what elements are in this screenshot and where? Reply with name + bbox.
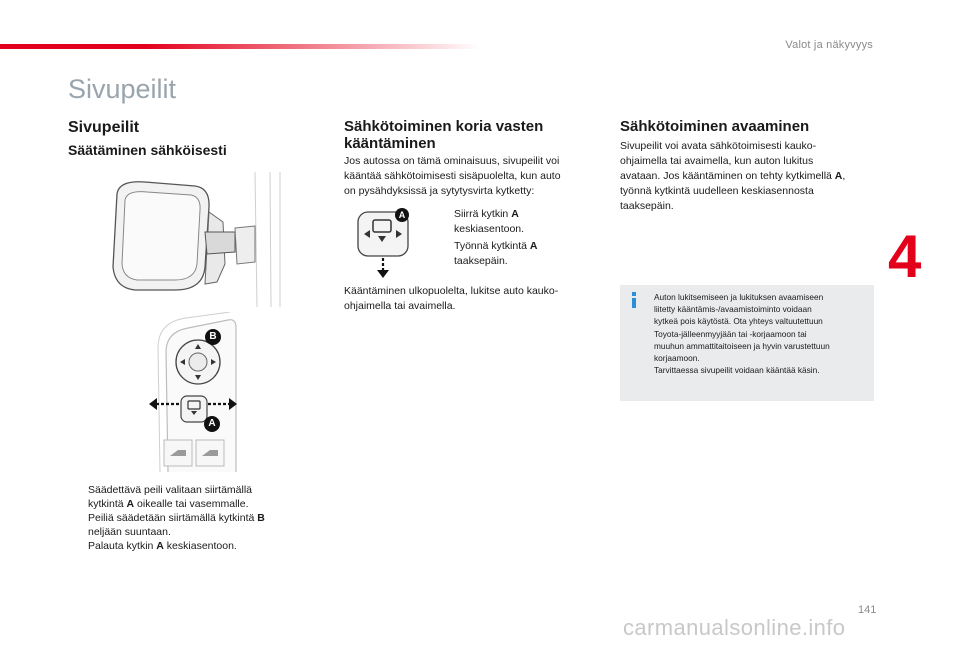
watermark: carmanualsonline.info: [623, 615, 846, 640]
page-title: Sivupeilit: [68, 74, 177, 104]
label-a-badge: A: [395, 208, 409, 222]
list-item: Säädettävä peili valitaan siirtämällä kytkintä A oikealle tai vasemmalle.: [88, 484, 253, 510]
list-item: Siirrä kytkin A keskiasentoon.: [454, 208, 525, 235]
right-text: Sivupeilit voi avata sähkötoimisesti kauko- ohjaimella tai avaimella, kun auton lukitus avataan. Jos kääntäminen on tehty kytkimellä A, työnnä kytkintä uudelleen keskiasennosta taaksepäin.: [620, 140, 846, 212]
label-b-badge: B: [205, 329, 221, 345]
chapter-number: 4: [888, 223, 922, 290]
page-number: 141: [858, 604, 877, 616]
label-a-badge: A: [204, 416, 220, 432]
middle-intro: Jos autossa on tämä ominaisuus, sivupeilit voi kääntää sähkötoimisesti sisäpuolelta, kun auto on pysähdyksissä ja sytytysvirta kytketty:: [344, 155, 561, 197]
list-item: Työnnä kytkintä A taaksepäin.: [454, 240, 538, 267]
middle-outro: Kääntäminen ulkopuolelta, lukitse auto kauko- ohjaimella tai avaimella.: [344, 285, 559, 312]
middle-heading: Sähkötoiminen koria vasten kääntäminen: [344, 118, 544, 152]
mirror-illustration: [105, 172, 295, 307]
middle-bullet-list: [434, 207, 594, 269]
control-panel-illustration: [148, 312, 258, 477]
header-accent-bar: [0, 44, 480, 49]
section-header: Valot ja näkyvyys: [785, 39, 873, 51]
info-icon: [630, 292, 638, 308]
left-subheading: Säätäminen sähköisesti: [68, 142, 227, 158]
info-text: Auton lukitsemiseen ja lukituksen avaamiseen liitetty kääntämis-/avaamistoiminto voidaan kytkeä pois käytöstä. Ota yhteys valtuutettuun Toyota-jälleenmyyjään tai -korjaamoon tai muuhun ammattitaitoiseen ja hyvin varustettuun korjaamoon. Tarvittaessa sivupeilit voidaan kääntää käsin.: [654, 292, 830, 376]
list-item: Peiliä säädetään siirtämällä kytkintä B neljään suuntaan.: [88, 512, 265, 538]
left-bullet-list: [68, 483, 318, 553]
list-item: Palauta kytkin A keskiasentoon.: [88, 540, 237, 552]
left-heading: Sivupeilit: [68, 119, 140, 136]
right-heading: Sähkötoiminen avaaminen: [620, 118, 810, 135]
